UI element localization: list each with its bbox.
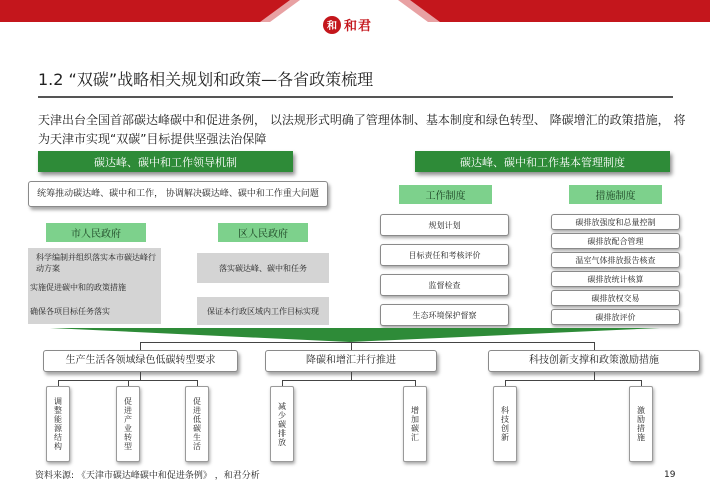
district-duty-item: 保证本行政区域内工作目标实现 <box>207 306 319 316</box>
logo-mark: 和 <box>323 16 341 34</box>
source-note: 资料来源: 《天津市碳达峰碳中和促进条例》 ，和君分析 <box>35 471 260 481</box>
tree-connector <box>351 372 352 380</box>
bottom-item: 促进产业转型 <box>116 386 140 462</box>
measure-item: 碳排放权交易 <box>551 290 680 306</box>
work-item: 规划计划 <box>380 214 509 236</box>
tree-connector <box>140 342 141 350</box>
city-government-label: 市人民政府 <box>46 223 146 242</box>
tree-connector <box>594 372 595 380</box>
work-item: 生态环境保护督察 <box>380 304 509 326</box>
bottom-item: 调整能源结构 <box>46 386 70 462</box>
group-header-innovation-incentives: 科技创新支撑和政策激励措施 <box>488 350 700 372</box>
page-number: 19 <box>664 470 676 480</box>
bottom-item: 科技创新 <box>493 386 517 462</box>
tree-connector <box>505 380 642 381</box>
tree-connector <box>140 372 141 380</box>
measure-item: 碳排放配合管理 <box>551 233 680 249</box>
title-rule <box>38 96 673 98</box>
page-subtitle: 天津出台全国首部碳达峰碳中和促进条例， 以法规形式明确了管理体制、基本制度和绿色转型、 降碳增汇的政策措施， 将为天津市实现“双碳”目标提供坚强法治保障 <box>38 113 686 146</box>
group-header-carbon-reduction: 降碳和增汇并行推进 <box>265 350 437 372</box>
district-duty-item: 落实碳达峰、碳中和任务 <box>219 263 307 273</box>
work-item: 监督检查 <box>380 274 509 296</box>
tree-connector <box>594 342 595 350</box>
district-government-label: 区人民政府 <box>218 223 308 242</box>
work-system-label: 工作制度 <box>399 185 492 204</box>
bottom-item: 激励措施 <box>629 386 653 462</box>
left-panel-header: 碳达峰、碳中和工作领导机制 <box>38 151 293 172</box>
city-duty-item: 实施促进碳中和的政策措施 <box>30 283 126 292</box>
page-title: 1.2 “双碳”战略相关规划和政策—各省政策梳理 <box>38 70 374 89</box>
measure-item: 碳排放统计核算 <box>551 271 680 287</box>
bottom-item: 增加碳汇 <box>403 386 427 462</box>
logo-name: 和君 <box>344 19 373 34</box>
measure-item: 温室气体排放报告核查 <box>551 252 680 268</box>
right-panel-header: 碳达峰、碳中和工作基本管理制度 <box>415 151 670 172</box>
overall-coordination-box: 统筹推动碳达峰、碳中和工作， 协调解决碳达峰、碳中和工作重大问题 <box>28 181 328 207</box>
tree-connector <box>282 380 416 381</box>
city-duty-item: 确保各项目标任务落实 <box>30 307 110 316</box>
tree-connector <box>351 342 352 350</box>
district-duty-box-2 <box>197 297 329 325</box>
measure-item: 碳排放强度和总量控制 <box>551 214 680 230</box>
work-item: 目标责任和考核评价 <box>380 244 509 266</box>
brand-logo <box>323 15 372 34</box>
measure-item: 碳排放评价 <box>551 309 680 325</box>
bottom-item: 减少碳排放 <box>270 386 294 462</box>
city-duties-box <box>28 248 161 324</box>
group-header-green-transition: 生产生活各领域绿色低碳转型要求 <box>43 350 238 372</box>
city-duty-item: 科学编制并组织落实本市碳达峰行动方案 <box>36 253 156 273</box>
measures-system-label: 措施制度 <box>569 185 662 204</box>
tree-connector <box>140 342 595 343</box>
bottom-item: 促进低碳生活 <box>185 386 209 462</box>
district-duty-box-1 <box>197 253 329 283</box>
